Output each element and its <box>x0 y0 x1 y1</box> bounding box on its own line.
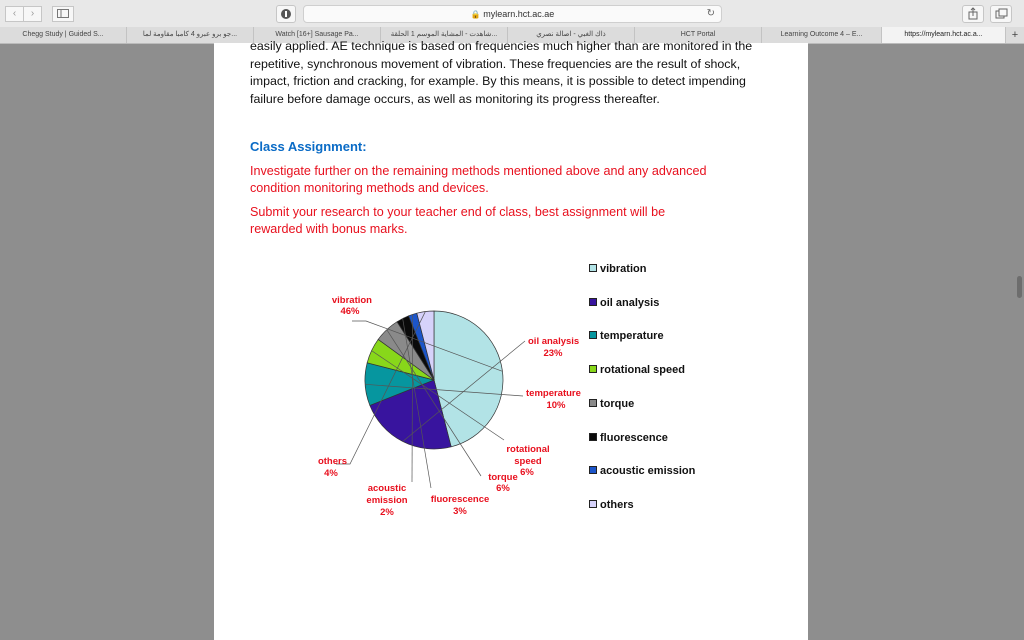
legend-label: others <box>600 498 634 511</box>
address-bar[interactable] <box>303 5 722 23</box>
submit-line: rewarded with bonus marks. <box>250 222 408 236</box>
share-button[interactable] <box>962 5 984 23</box>
data-label-name: torque <box>488 472 518 483</box>
data-label-value: 2% <box>380 507 394 518</box>
privacy-button[interactable] <box>276 5 296 23</box>
data-label-name: vibration <box>331 295 372 306</box>
data-label-name: rotational speed <box>506 444 550 467</box>
tab-arabic-series[interactable]: شاهدت - المشاية الموسم 1 الحلقة... <box>381 27 508 43</box>
legend-swatch <box>589 331 597 339</box>
legend-swatch <box>589 365 597 373</box>
data-label-value: 3% <box>453 506 467 517</box>
legend-swatch <box>589 264 597 272</box>
tabs-overview-button[interactable] <box>990 5 1012 23</box>
legend-label: fluorescence <box>600 431 668 444</box>
legend-item <box>589 397 634 411</box>
assignment-line: condition monitoring methods and devices. <box>250 181 489 195</box>
assignment-heading: Class Assignment: <box>250 139 367 154</box>
legend-item <box>589 329 664 343</box>
data-label-value: 6% <box>520 467 534 478</box>
data-label-value: 23% <box>543 348 563 359</box>
legend-label: rotational speed <box>600 364 685 377</box>
legend-swatch <box>589 399 597 407</box>
legend-item <box>589 262 646 276</box>
legend-item <box>589 296 659 310</box>
data-label-name: acoustic emission <box>366 483 408 506</box>
data-label-name: oil analysis <box>528 336 580 347</box>
chevron-left-icon: ‹ <box>12 8 17 19</box>
legend-item <box>589 464 695 478</box>
data-label-value: 6% <box>496 483 510 494</box>
data-label-name: temperature <box>526 388 581 399</box>
sidebar-toggle-button[interactable] <box>52 6 74 22</box>
legend-swatch <box>589 500 597 508</box>
legend-label: temperature <box>600 330 664 343</box>
url-text: mylearn.hct.ac.ae <box>483 9 555 19</box>
tab-arabic-video[interactable]: جو برو عبرو 4 كامبا مقاومة لما... <box>127 27 254 43</box>
data-label-value: 46% <box>340 306 360 317</box>
scrollbar-thumb[interactable] <box>1017 276 1022 298</box>
browser-toolbar <box>0 0 1024 28</box>
submit-text <box>250 204 780 238</box>
data-label-name: fluorescence <box>430 494 490 505</box>
legend-label: acoustic emission <box>600 465 696 478</box>
new-tab-button[interactable]: + <box>1011 29 1019 41</box>
tab-chegg[interactable]: Chegg Study | Guided S... <box>0 27 127 43</box>
tab-learning-outcome[interactable]: Learning Outcome 4 – E... <box>762 27 882 43</box>
paragraph-line: repetitive, synchronous movement of vibration. These frequencies are the result of shock, <box>250 56 741 71</box>
tab-asala[interactable]: ذاك الغبي - اصالة نصري <box>508 27 635 43</box>
legend-label: vibration <box>600 263 647 275</box>
reload-icon[interactable]: ↻ <box>706 8 715 19</box>
paragraph-line: failure before damage occurs, as well as monitoring its progress thereafter. <box>250 91 660 106</box>
legend-swatch <box>589 433 597 441</box>
shield-icon <box>277 6 295 22</box>
legend-item <box>589 498 634 512</box>
legend-item <box>589 363 685 377</box>
forward-button[interactable] <box>23 6 42 22</box>
tab-sausage[interactable]: Watch [16+] Sausage Pa... <box>254 27 381 43</box>
tab-hct-portal[interactable]: HCT Portal <box>635 27 762 43</box>
sidebar-icon <box>57 9 69 18</box>
data-label-name: others <box>317 456 347 467</box>
tab-mylearn[interactable]: https://mylearn.hct.ac.a... <box>882 27 1006 43</box>
data-label-value: 4% <box>324 468 338 479</box>
submit-line: Submit your research to your teacher end of class, best assignment will be <box>250 205 666 219</box>
back-button[interactable] <box>5 6 24 22</box>
legend-label: oil analysis <box>600 296 660 309</box>
paragraph-line: easily applied. AE technique is based on frequencies much higher than are monitored in the <box>250 39 753 53</box>
legend-swatch <box>589 298 597 306</box>
tabs-icon <box>991 6 1011 22</box>
data-label-value: 10% <box>546 400 566 411</box>
legend-item <box>589 431 668 445</box>
paragraph-line: impact, friction and cracking, for example. By this means, it is possible to detect impending <box>250 74 746 88</box>
assignment-line: Investigate further on the remaining methods mentioned above and any advanced <box>250 164 707 178</box>
chevron-right-icon: › <box>30 8 35 19</box>
document-page <box>214 39 808 640</box>
lock-icon: 🔒 <box>470 10 481 19</box>
legend-label: torque <box>600 397 635 410</box>
share-icon <box>963 6 983 22</box>
legend-swatch <box>589 466 597 474</box>
assignment-text <box>250 163 780 197</box>
paragraph <box>250 38 780 108</box>
